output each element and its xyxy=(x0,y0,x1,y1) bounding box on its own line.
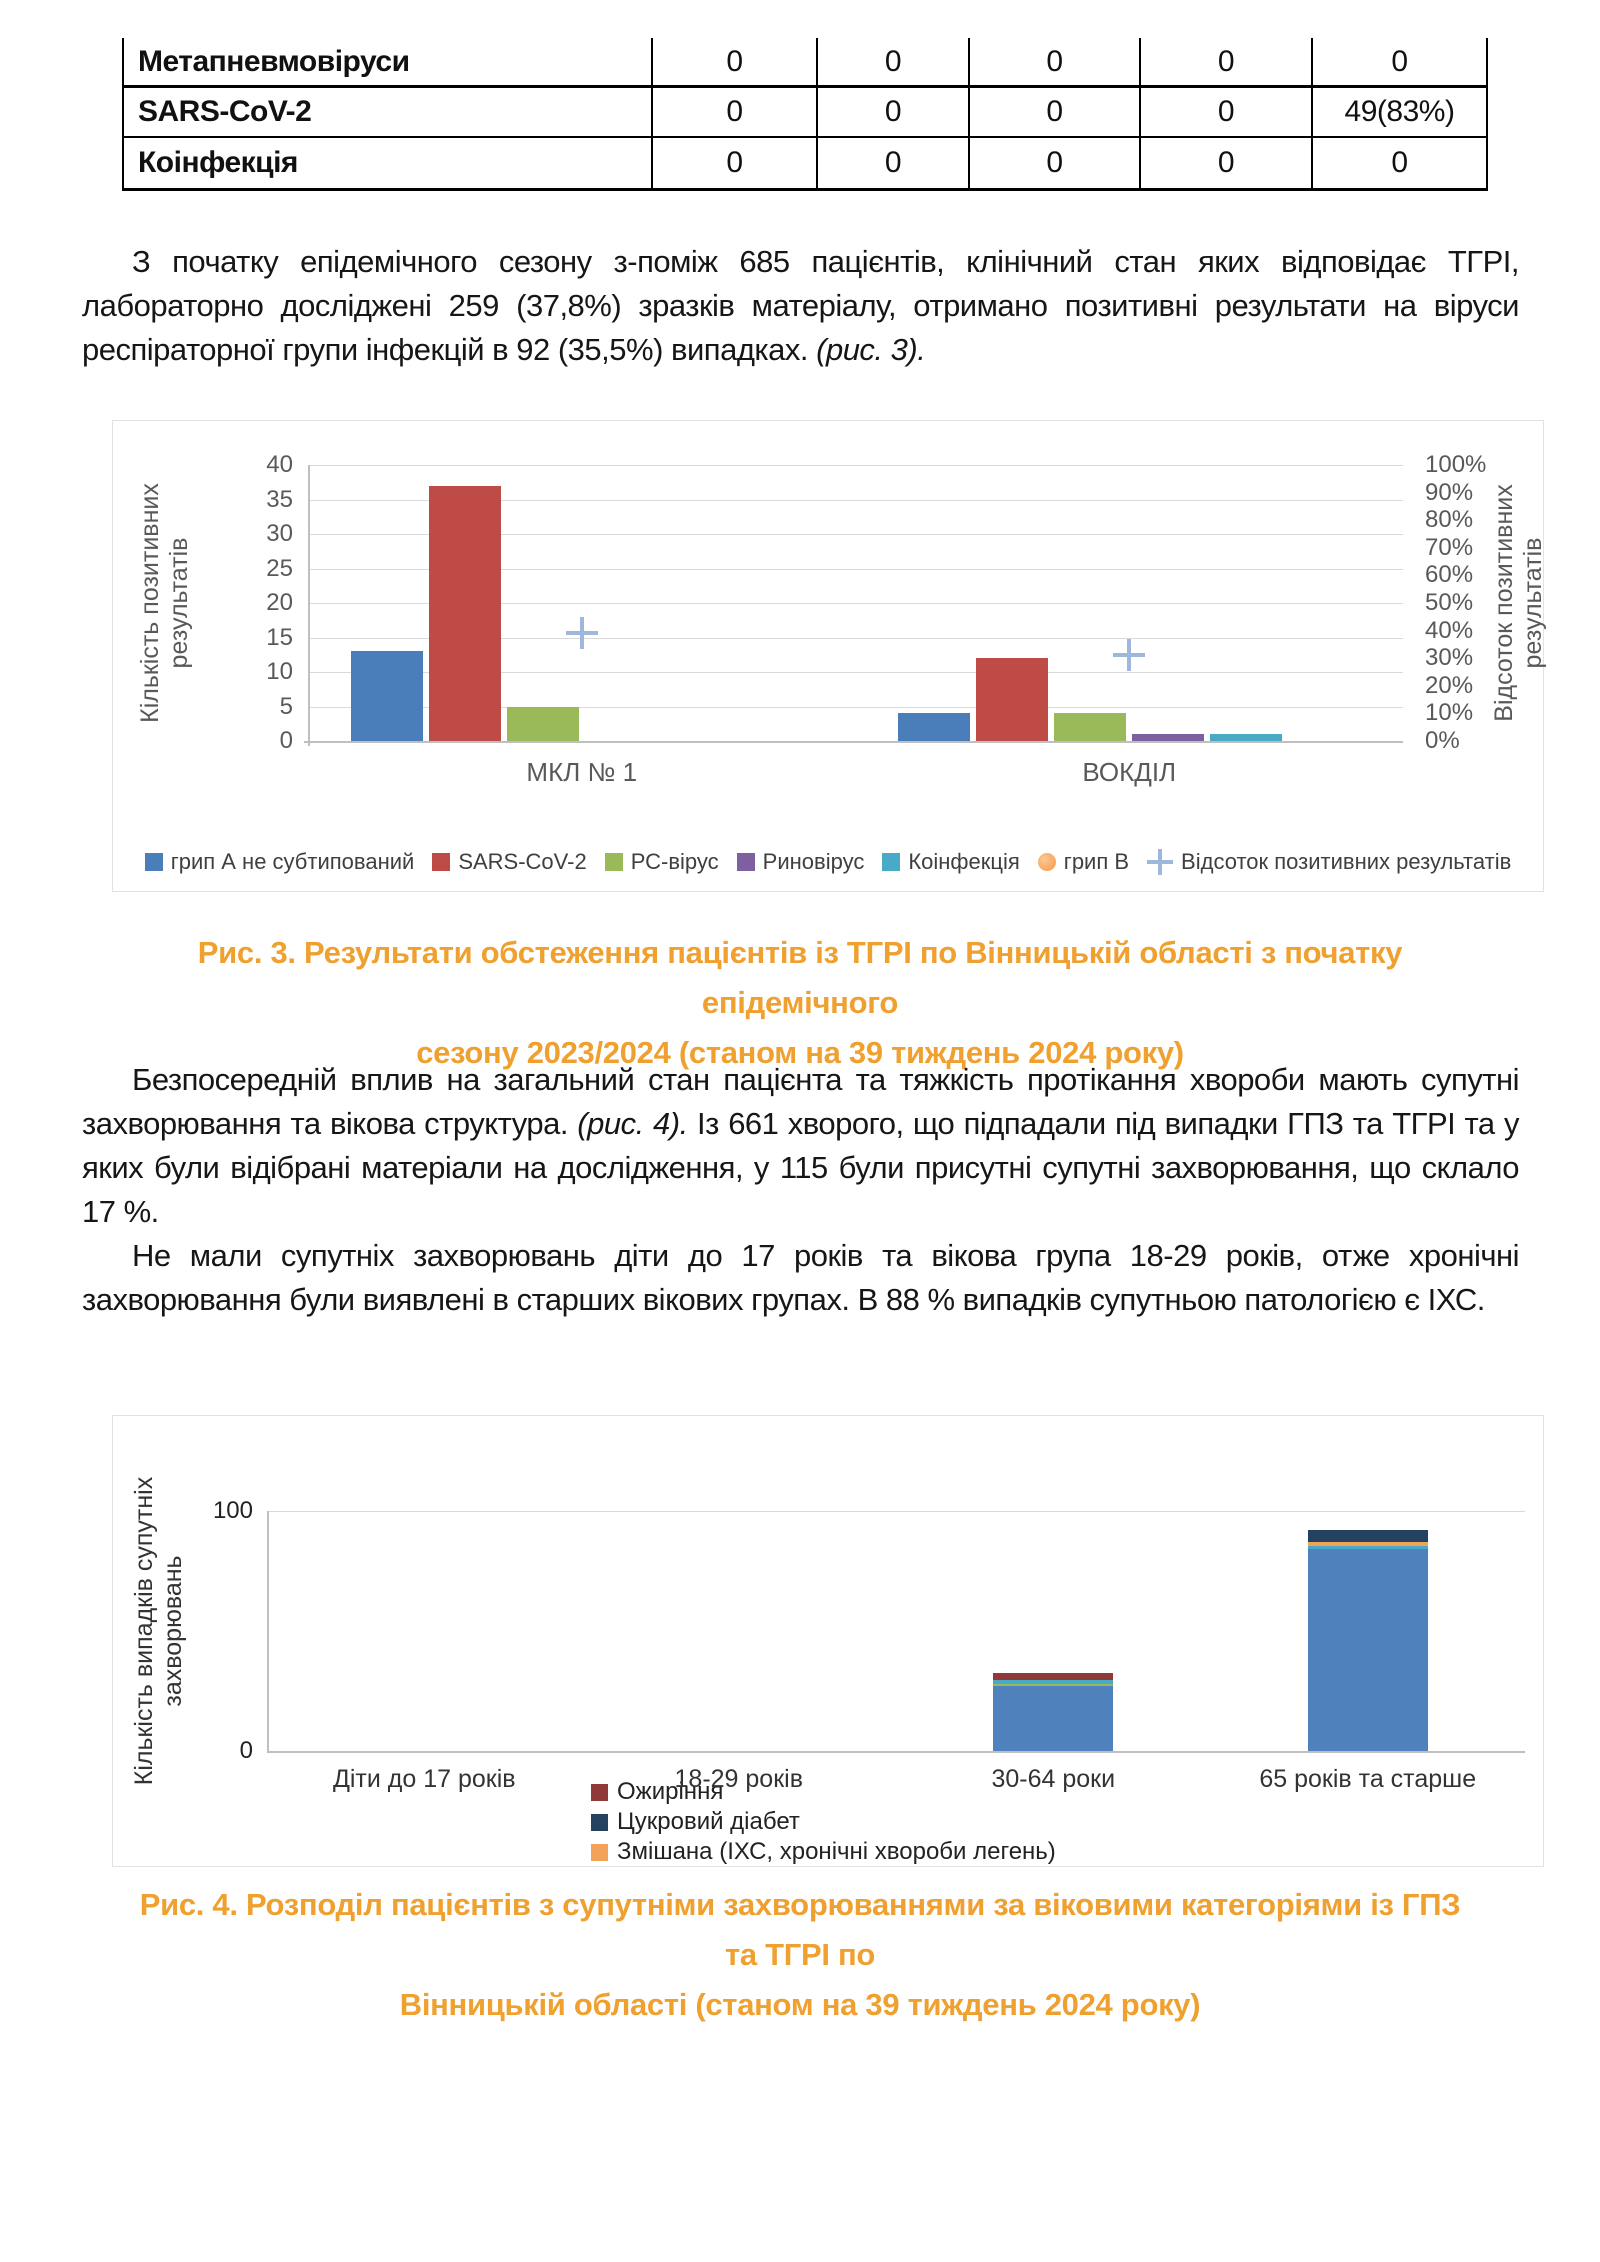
plus-icon xyxy=(1158,849,1162,875)
bar-vokdil xyxy=(976,658,1048,741)
figure-3-chart xyxy=(112,420,1547,892)
gridline-100 xyxy=(267,1511,1525,1512)
bar-segment xyxy=(1308,1546,1428,1550)
text-block-1 xyxy=(82,240,1519,372)
category-label: 30-64 роки xyxy=(991,1765,1116,1793)
square-marker-icon xyxy=(591,1814,608,1831)
table-cell-value: 0 xyxy=(970,88,1141,136)
square-marker-icon xyxy=(591,1844,608,1861)
right-axis-tick-label: 40% xyxy=(1425,616,1474,644)
circle-marker-icon xyxy=(1038,853,1056,871)
bar-segment xyxy=(1308,1542,1428,1546)
paragraph-age-groups xyxy=(82,1234,1519,1322)
right-axis-tick-label: 20% xyxy=(1425,671,1474,699)
bar-segment xyxy=(1308,1549,1428,1751)
legend-item xyxy=(591,1810,1056,1834)
bar-segment xyxy=(993,1684,1113,1686)
left-axis-tick-label: 25 xyxy=(266,554,293,582)
legend-item xyxy=(737,849,865,875)
bar-mkl xyxy=(507,707,579,742)
right-axis-tick-label: 60% xyxy=(1425,561,1474,589)
left-axis-tick-label: 10 xyxy=(266,658,293,685)
legend-item xyxy=(605,849,719,875)
paragraph-season-results xyxy=(82,240,1519,372)
bar-segment xyxy=(1308,1530,1428,1542)
bar-mkl xyxy=(351,651,423,741)
x-axis-line xyxy=(267,1751,1525,1753)
legend-item xyxy=(1038,849,1129,875)
figure-3-caption xyxy=(120,928,1480,1078)
table-row xyxy=(124,38,1486,88)
category-label: МКЛ № 1 xyxy=(526,757,638,787)
paragraph-text: Із 661 хворого, що підпадали під випадки ГПЗ та ТГРІ та у яких були відібрані матеріали на дослідження, у 115 були присутні супутні захворювання, що склало 17 %. xyxy=(82,1106,1519,1229)
figure-4-caption xyxy=(120,1880,1480,2030)
bar-mkl xyxy=(429,486,501,741)
paragraph-text: Безпосередній вплив на загальний стан пацієнта та тяжкість протікання хвороби мають супутні захворювання та вікова структура. xyxy=(82,1062,1519,1141)
virus-results-table xyxy=(122,38,1488,191)
table-cell-label: SARS-CoV-2 xyxy=(124,88,653,136)
paragraph-text: З початку епідемічного сезону з-поміж 685 пацієнтів, клінічний стан яких відповідає ТГРІ, лабораторно досліджені 259 (37,8%) зразків матеріалу, отримано позитивні результати на віруси респіраторної групи інфекцій в 92 (35,5%) випадках. xyxy=(82,244,1519,367)
left-axis-tick-label: 40 xyxy=(266,451,293,478)
left-axis-title: Кількість позитивних результатів xyxy=(136,483,193,723)
legend-item xyxy=(432,849,586,875)
square-marker-icon xyxy=(882,853,900,871)
left-axis-tick-label: 30 xyxy=(266,520,293,547)
bar-segment xyxy=(993,1680,1113,1684)
right-axis-tick-label: 80% xyxy=(1425,506,1474,534)
caption-line: сезону 2023/2024 (станом на 39 тиждень 2024 року) xyxy=(416,1035,1184,1070)
figure-reference: (рис. 4). xyxy=(577,1106,688,1141)
square-marker-icon xyxy=(605,853,623,871)
table-cell-value: 0 xyxy=(818,88,970,136)
bar-vokdil xyxy=(1132,734,1204,741)
table-cell-value: 0 xyxy=(1391,146,1408,179)
table-cell-value: 0 xyxy=(653,88,818,136)
legend-item xyxy=(591,1840,1056,1864)
percent-plus-marker xyxy=(566,617,598,649)
x-axis-line xyxy=(304,741,1403,743)
category-label: 65 років та старше xyxy=(1259,1765,1477,1793)
table-cell-label: Коінфекція xyxy=(124,138,653,188)
plus-icon xyxy=(580,617,584,649)
square-marker-icon xyxy=(145,853,163,871)
table-cell-value: 0 xyxy=(653,138,818,188)
y-axis-title: Кількість випадків супутніх захворювань xyxy=(130,1476,187,1786)
y-axis-tick-label: 100 xyxy=(212,1497,253,1524)
table-cell-value: 0 xyxy=(1141,138,1313,188)
gridline xyxy=(308,465,1403,466)
legend-label: Змішана (ІХС, хронічні хвороби легень) xyxy=(617,1838,1056,1865)
caption-line: Рис. 3. Результати обстеження пацієнтів із ТГРІ по Вінницькій області з початку епідемічного xyxy=(197,935,1403,1020)
legend-label: Відсоток позитивних результатів xyxy=(1181,849,1512,874)
paragraph-comorbidity xyxy=(82,1058,1519,1234)
left-axis-tick-label: 0 xyxy=(279,727,293,754)
legend-label: Цукровий діабет xyxy=(617,1808,800,1835)
text-block-2 xyxy=(82,1058,1519,1322)
table-cell-value: 0 xyxy=(653,38,818,85)
category-label: 18-29 років xyxy=(674,1765,803,1793)
table-row xyxy=(124,138,1486,188)
percent-plus-marker xyxy=(1113,639,1145,671)
left-axis-tick-label: 15 xyxy=(266,623,293,651)
figure-reference: (рис. 3). xyxy=(816,332,926,367)
legend-label: Ожиріння xyxy=(617,1778,724,1805)
y-axis-line xyxy=(308,465,310,746)
square-marker-icon xyxy=(737,853,755,871)
right-axis-tick-label: 70% xyxy=(1425,533,1474,561)
table-cell-label: Метапневмовіруси xyxy=(124,38,653,85)
caption-line: Рис. 4. Розподіл пацієнтів з супутніми захворюваннями за віковими категоріями із ГПЗ та ТГРІ по xyxy=(139,1887,1461,1972)
legend-label: РС-вірус xyxy=(630,849,719,874)
right-axis-tick-label: 100% xyxy=(1425,451,1487,478)
legend-item xyxy=(882,849,1019,875)
figure-3-legend xyxy=(113,849,1543,875)
right-axis-tick-label: 0% xyxy=(1425,727,1460,754)
right-axis-tick-label: 90% xyxy=(1425,478,1474,506)
table-cell-value: 0 xyxy=(818,38,970,85)
table-row xyxy=(124,88,1486,138)
table-cell-value: 0 xyxy=(970,138,1141,188)
legend-item xyxy=(145,849,415,875)
right-axis-tick-label: 50% xyxy=(1425,589,1474,616)
right-axis-tick-label: 30% xyxy=(1425,644,1474,672)
legend-label: грип А не субтипований xyxy=(170,849,415,874)
paragraph-text: Не мали супутніх захворювань діти до 17 років та вікова група 18-29 років, отже хронічні захворювання були виявлені в старших вікових групах. В 88 % випадків супутньою патологією є ІХС. xyxy=(82,1238,1519,1317)
table-cell-value: 0 xyxy=(970,38,1141,85)
figure-4-chart xyxy=(112,1415,1544,1867)
right-axis-tick-label: 10% xyxy=(1425,699,1474,727)
right-axis-title: Відсоток позитивних результатів xyxy=(1490,484,1547,722)
table-cell-value: 0 xyxy=(818,138,970,188)
caption-line: Вінницькій області (станом на 39 тиждень 2024 року) xyxy=(399,1987,1201,2022)
plus-marker-icon xyxy=(1147,849,1173,875)
left-axis-tick-label: 5 xyxy=(279,692,293,720)
bar-segment xyxy=(993,1673,1113,1680)
bar-vokdil xyxy=(898,713,970,741)
plus-icon xyxy=(1127,639,1131,671)
bar-vokdil xyxy=(1054,713,1126,741)
y-axis-tick-label: 0 xyxy=(239,1737,253,1764)
legend-item xyxy=(1147,849,1511,875)
category-label: ВОКДІЛ xyxy=(1082,757,1177,787)
square-marker-icon xyxy=(432,853,450,871)
y-axis-line xyxy=(267,1511,269,1751)
legend-label: SARS-CoV-2 xyxy=(458,849,587,874)
table-cell-value: 0 xyxy=(1141,38,1313,85)
legend-label: Риновірус xyxy=(762,849,865,874)
category-label: Діти до 17 років xyxy=(332,1765,516,1793)
legend-label: грип В xyxy=(1063,849,1130,874)
left-axis-tick-label: 35 xyxy=(266,485,293,513)
table-cell-value: 0 xyxy=(1141,88,1313,136)
bar-vokdil xyxy=(1210,734,1282,741)
left-axis-tick-label: 20 xyxy=(266,589,293,616)
legend-label: Коінфекція xyxy=(908,849,1020,874)
table-cell-value: 0 xyxy=(1391,44,1408,78)
table-cell-value: 49(83%) xyxy=(1344,95,1455,128)
bar-segment xyxy=(993,1686,1113,1751)
